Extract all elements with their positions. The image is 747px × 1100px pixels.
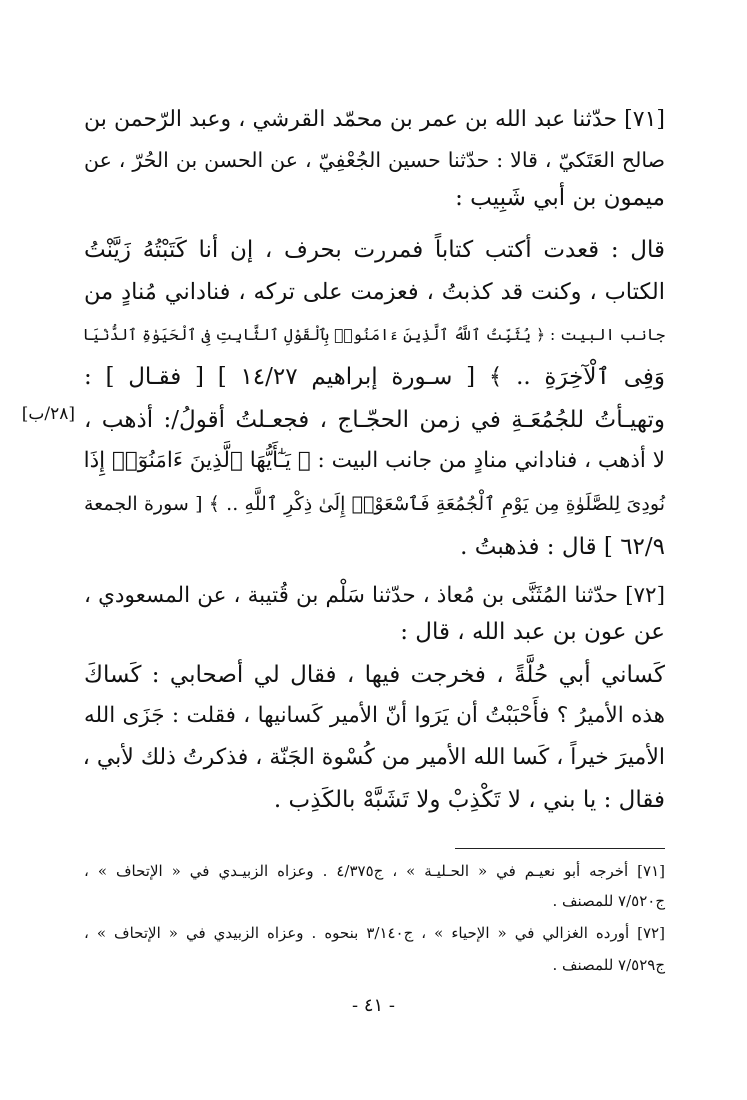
hadith-71-matn-line-6: لا أذهب ، فناداني منادٍ من جانب البيت : ﴿ يَـٰٓأَيُّهَا ٱلَّذِينَ ءَامَنُوٓا۟ إِذَا <box>83 448 665 473</box>
hadith-71-isnad-line-2: صالح العَتَكيّ ، قالا : حدّثنا حسين الجُعْفِيّ ، عن الحسن بن الحُرّ ، عن <box>84 148 665 172</box>
hadith-72-isnad-line-2: عن عون بن عبد الله ، قال : <box>400 619 665 645</box>
footnote-72-line-2: ج٧/٥٢٩ للمصنف . <box>552 956 665 974</box>
hadith-71-matn-line-3: جانب البيت : ﴿ يُثَبِّتُ ٱللَّهُ ٱلَّذِينَ ءَامَنُوا۟ بِٱلْقَوْلِ ٱلثَّابِتِ فِى ٱلْحَيَوٰةِ ٱلدُّنْيَا <box>82 326 665 344</box>
hadith-72-isnad-line-1: [٧٢] حدّثنا المُثَنَّى بن مُعاذ ، حدّثنا سَلْم بن قُتيبة ، عن المسعودي ، <box>84 583 665 608</box>
hadith-71-matn-line-4: وَفِى ٱلْآخِرَةِ .. ﴾ [ سـورة إبراهيم ١٤/٢٧ ] [ فقـال ] : <box>84 364 665 390</box>
hadith-72-matn-line-2: هذه الأميرُ ؟ فأَحْبَبْتُ أن يَرَوا أنّ الأمير كَسانيها ، فقلت : جَزَى الله <box>84 703 665 728</box>
hadith-72-matn-line-3: الأميرَ خيراً ، كَسا الله الأمير من كُسْوة الجَنّة ، فذكرتُ ذلك لأبي ، <box>82 745 665 770</box>
manuscript-folio-marker: [٢٨/ب] <box>21 404 75 424</box>
hadith-71-matn-line-2: الكتاب ، وكنت قد كذبتُ ، فعزمت على تركه ، فناداني مُنادٍ من <box>84 279 665 305</box>
hadith-72-matn-line-1: كَساني أبي حُلَّةً ، فخرجت فيها ، فقال لي أصحابي : كَساكَ <box>84 662 665 688</box>
footnote-72-line-1: [٧٢] أورده الغزالي في « الإحياء » ، ج٣/١٤٠ بنحوه . وعزاه الزبيدي في « الإتحاف » ، <box>84 924 665 942</box>
page-number: - ٤١ - <box>352 995 395 1016</box>
hadith-71-matn-line-1: قال : قعدت أكتب كتاباً فمررت بحرف ، إن أنا كَتَبْتُهُ زَيَّنْتُ <box>84 237 665 263</box>
hadith-71-matn-line-7: نُودِىَ لِلصَّلَوٰةِ مِن يَوْمِ ٱلْجُمُعَةِ فَٱسْعَوْا۟ إِلَىٰ ذِكْرِ ٱللَّهِ .. ﴾ [ سورة الجمعة <box>84 493 665 515</box>
hadith-71-matn-line-8: ٦٢/٩ ] قال : فذهبتُ . <box>460 534 665 560</box>
hadith-72-matn-line-4: فقال : يا بني ، لا تَكْذِبْ ولا تَشَبَّهْ بالكَذِب . <box>273 787 665 813</box>
hadith-71-matn-line-5: وتهيـأتُ للجُمُعَـةِ في زمن الحجّـاج ، فجعـلتُ أقولُ/: أذهب ، <box>84 407 665 433</box>
footnote-71-line-1: [٧١] أخرجه أبو نعيـم في « الحـليـة » ، ج٤/٣٧٥ . وعزاه الزبيـدي في « الإتحاف » ، <box>84 862 666 880</box>
footnote-71-line-2: ج٧/٥٢٠ للمصنف . <box>552 892 665 910</box>
hadith-71-isnad-line-3: ميمون بن أبي شَبِيب : <box>455 185 665 211</box>
hadith-71-isnad-line-1: [٧١] حدّثنا عبد الله بن عمر بن محمّد القرشي ، وعبد الرّحمن بن <box>84 107 665 132</box>
footnote-separator <box>455 848 665 849</box>
